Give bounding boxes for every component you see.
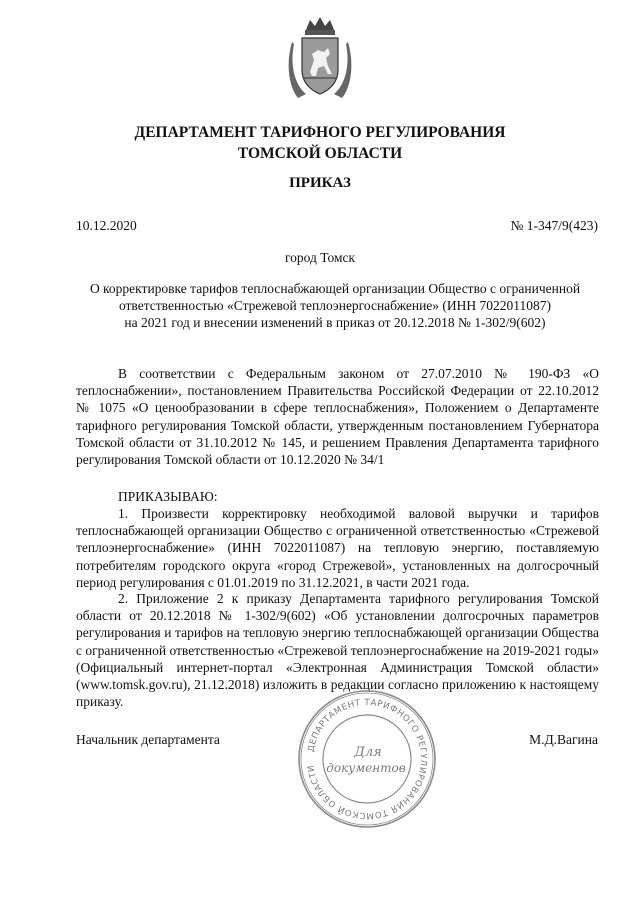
- stamp-center-line1: Для: [354, 745, 382, 760]
- department-title: [40, 122, 600, 164]
- stamp-ring-text: ДЕПАРТАМЕНТ ТАРИФНОГО РЕГУЛИРОВАНИЯ ТОМСКОЙ ОБЛАСТИ: [306, 697, 429, 821]
- order-city: город Томск: [284, 250, 356, 265]
- stamp-center-line2: документов: [326, 761, 406, 775]
- subject-line2: ответственностью «Стрежевой теплоэнергоснабжение» (ИНН 7022011087): [118, 298, 552, 313]
- signatory-position: Начальник департамента: [76, 732, 220, 747]
- signatory-name: М.Д.Вагина: [529, 732, 598, 747]
- subject-line1: О корректировке тарифов теплоснабжающей организации Общество с ограниченной: [89, 281, 581, 296]
- department-title-line1: ДЕПАРТАМЕНТ ТАРИФНОГО РЕГУЛИРОВАНИЯ: [134, 124, 506, 141]
- subject-line3: на 2021 год и внесении изменений в приказ от 20.12.2018 № 1-302/9(602): [124, 315, 546, 330]
- doc-type-heading: ПРИКАЗ: [289, 175, 351, 191]
- official-stamp: [296, 688, 438, 830]
- order-date: 10.12.2020: [76, 218, 137, 233]
- department-title-line2: ТОМСКОЙ ОБЛАСТИ: [237, 145, 403, 162]
- order-subject: [70, 280, 600, 331]
- order-number: № 1-347/9(423): [510, 218, 598, 233]
- tomsk-coat-of-arms-icon: [288, 14, 352, 100]
- preamble-paragraph: В соответствии с Федеральным законом от 27.07.2010 № 190-ФЗ «О теплоснабжении», постановлением Правительства Российской Федерации от 22.10.2012 № 1075 «О ценообразовании в сфере теплоснабжения», Положением о Департаменте тарифного регулирования Томской области, утвержденным постановлением Губернатора Томской области от 31.10.2012 № 145, и решением Правления Департамента тарифного регулирования Томской области от 10.12.2020 № 34/1: [76, 366, 599, 468]
- order-item-2: 2. Приложение 2 к приказу Департамента тарифного регулирования Томской области от 20.12.2018 № 1-302/9(602) «Об установлении долгосрочных параметров регулирования и тарифов на тепловую энергию теплоснабжающей организации Общества с ограниченной ответственностью «Стрежевой теплоэнергоснабжение на 2019-2021 годы» (Официальный интернет-портал «Электронная Администрация Томской области» (www.tomsk.gov.ru), 21.12.2018) изложить в редакции согласно приложению к настоящему приказу.: [76, 591, 599, 710]
- orders-heading: ПРИКАЗЫВАЮ:: [118, 489, 218, 504]
- order-item-1: 1. Произвести корректировку необходимой валовой выручки и тарифов теплоснабжающей организации Общество с ограниченной ответственностью «Стрежевой теплоэнергоснабжение» (ИНН 7022011087) на тепловую энергию, поставляемую потребителям городского округа «город Стрежевой», установленных на долгосрочный период регулирования с 01.01.2019 по 31.12.2021, в части 2021 года.: [76, 506, 599, 590]
